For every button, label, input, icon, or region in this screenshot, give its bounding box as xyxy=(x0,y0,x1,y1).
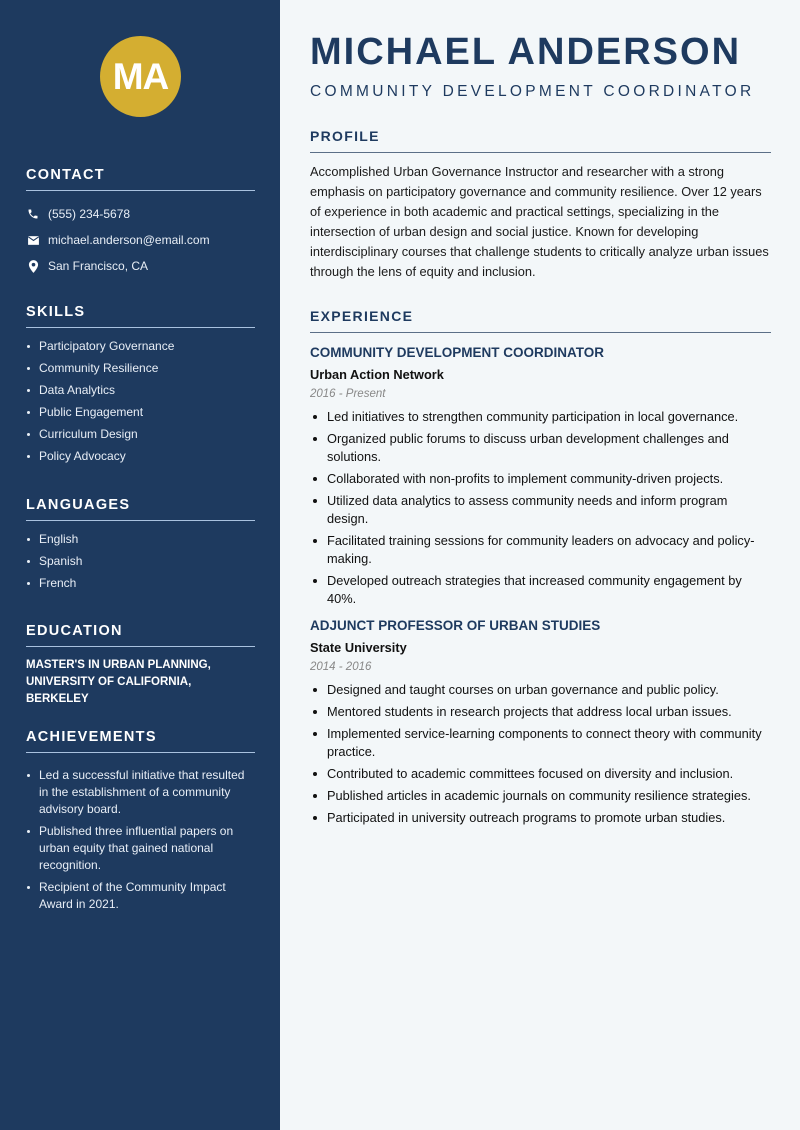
achievements-section xyxy=(26,729,255,918)
language-item: French xyxy=(26,575,255,592)
location-text: San Francisco, CA xyxy=(48,259,149,273)
skill-item: Public Engagement xyxy=(26,404,255,421)
job-title: COMMUNITY DEVELOPMENT COORDINATOR xyxy=(310,345,605,360)
contact-section xyxy=(26,167,255,279)
profile-section xyxy=(310,128,771,282)
job-company: Urban Action Network xyxy=(310,367,444,382)
avatar xyxy=(100,36,181,117)
achievement-item: Published three influential papers on urban equity that gained national recognition. xyxy=(26,823,255,874)
education-heading: EDUCATION xyxy=(26,623,255,647)
achievement-item: Recipient of the Community Impact Award in 2021. xyxy=(26,879,255,913)
job-bullet: Published articles in academic journals on community resilience strategies. xyxy=(310,787,771,805)
job-bullet: Contributed to academic committees focused on diversity and inclusion. xyxy=(310,765,771,783)
education-section xyxy=(26,623,255,708)
job-bullet: Designed and taught courses on urban governance and public policy. xyxy=(310,681,771,699)
experience-heading: EXPERIENCE xyxy=(310,308,771,333)
job-bullet: Utilized data analytics to assess community needs and inform program design. xyxy=(310,492,771,528)
job-entry xyxy=(310,618,771,827)
job-bullet: Led initiatives to strengthen community participation in local governance. xyxy=(310,408,771,426)
contact-heading: CONTACT xyxy=(26,167,255,191)
achievements-list xyxy=(26,767,255,913)
achievements-heading: ACHIEVEMENTS xyxy=(26,729,255,753)
job-dates: 2016 - Present xyxy=(310,388,386,400)
phone-text[interactable]: (555) 234-5678 xyxy=(48,207,131,221)
email-text[interactable]: michael.anderson@email.com xyxy=(48,233,210,247)
skills-list xyxy=(26,338,255,465)
languages-list xyxy=(26,531,255,592)
job-bullet: Organized public forums to discuss urban development challenges and solutions. xyxy=(310,430,771,466)
job-bullet: Implemented service-learning components to connect theory with community practice. xyxy=(310,725,771,761)
sidebar xyxy=(0,0,280,1130)
contact-location xyxy=(26,253,255,279)
language-item: English xyxy=(26,531,255,548)
skill-item: Policy Advocacy xyxy=(26,448,255,465)
job-bullet: Facilitated training sessions for community leaders on advocacy and policy-making. xyxy=(310,532,771,568)
contact-phone xyxy=(26,201,255,227)
skill-item: Community Resilience xyxy=(26,360,255,377)
mail-icon xyxy=(26,233,40,247)
profile-heading: PROFILE xyxy=(310,128,771,153)
job-bullets xyxy=(310,408,771,608)
candidate-title: COMMUNITY DEVELOPMENT COORDINATOR xyxy=(310,83,755,100)
skills-section xyxy=(26,304,255,470)
job-title: ADJUNCT PROFESSOR OF URBAN STUDIES xyxy=(310,618,601,633)
skill-item: Participatory Governance xyxy=(26,338,255,355)
languages-section xyxy=(26,497,255,597)
phone-icon xyxy=(26,207,40,221)
location-pin-icon xyxy=(26,259,40,273)
experience-section xyxy=(310,308,771,831)
profile-text: Accomplished Urban Governance Instructor and researcher with a strong emphasis on participatory governance and community resilience. Over 12 years of experience in both academic and practical settings, specializing in the intersection of urban design and social justice. Known for developing interdisciplinary courses that challenge students to critically analyze urban issues through the lens of equity and inclusion. xyxy=(310,164,769,279)
job-entry xyxy=(310,345,771,608)
education-degree: MASTER'S IN URBAN PLANNING, xyxy=(26,659,211,671)
skill-item: Data Analytics xyxy=(26,382,255,399)
job-company: State University xyxy=(310,640,407,655)
education-school: UNIVERSITY OF CALIFORNIA, BERKELEY xyxy=(26,676,192,705)
job-bullet: Participated in university outreach programs to promote urban studies. xyxy=(310,809,771,827)
skill-item: Curriculum Design xyxy=(26,426,255,443)
job-bullets xyxy=(310,681,771,827)
job-bullet: Collaborated with non-profits to implement community-driven projects. xyxy=(310,470,771,488)
languages-heading: LANGUAGES xyxy=(26,497,255,521)
contact-email xyxy=(26,227,255,253)
candidate-name: MICHAEL ANDERSON xyxy=(310,31,742,73)
skills-heading: SKILLS xyxy=(26,304,255,328)
job-bullet: Mentored students in research projects that address local urban issues. xyxy=(310,703,771,721)
job-bullet: Developed outreach strategies that increased community engagement by 40%. xyxy=(310,572,771,608)
avatar-initials: MA xyxy=(112,55,169,97)
achievement-item: Led a successful initiative that resulted in the establishment of a community advisory board. xyxy=(26,767,255,818)
job-dates: 2014 - 2016 xyxy=(310,661,372,673)
language-item: Spanish xyxy=(26,553,255,570)
